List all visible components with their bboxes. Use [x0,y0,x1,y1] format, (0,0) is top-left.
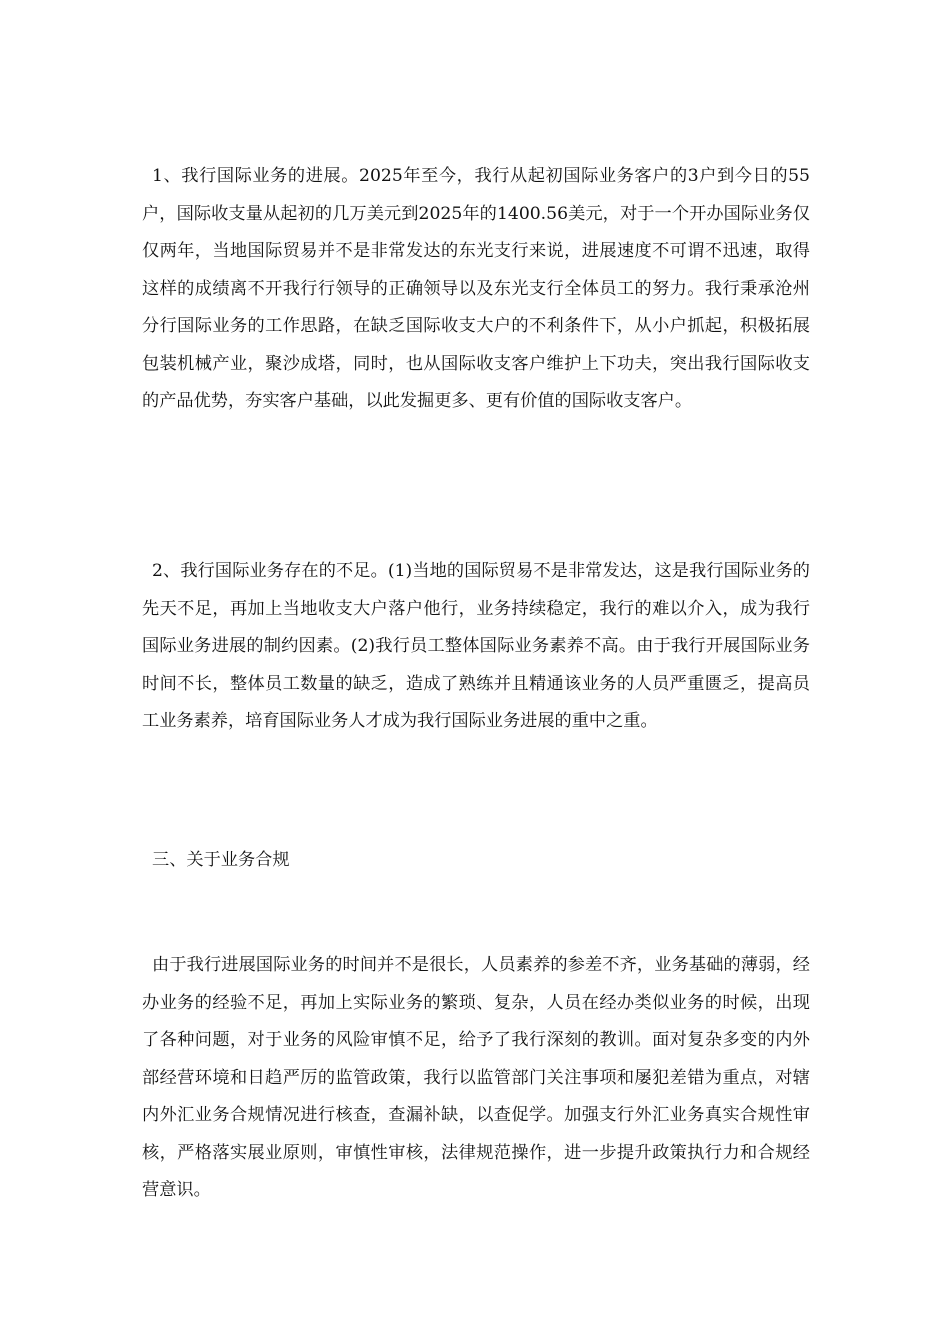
section-heading-business-compliance: 三、关于业务合规 [152,850,290,870]
paragraph-international-business-progress: 1、我行国际业务的进展。2025年至今，我行从起初国际业务客户的3户到今日的55户，国际收支量从起初的几万美元到2025年的1400.56美元，对于一个开办国际业务仅仅两年，当地国际贸易并不是非常发达的东光支行来说，进展速度不可谓不迅速，取得这样的成绩离不开我行行领导的正确领导以及东光支行全体员工的努力。我行秉承沧州分行国际业务的工作思路，在缺乏国际收支大户的不利条件下，从小户抓起，积极拓展包装机械产业，聚沙成塔，同时，也从国际收支客户维护上下功夫，突出我行国际收支的产品优势，夯实客户基础，以此发掘更多、更有价值的国际收支客户。 [142,166,810,411]
paragraph-international-business-shortcomings: 2、我行国际业务存在的不足。(1)当地的国际贸易不是非常发达，这是我行国际业务的先天不足，再加上当地收支大户落户他行，业务持续稳定，我行的难以介入，成为我行国际业务进展的制约因素。(2)我行员工整体国际业务素养不高。由于我行开展国际业务时间不长，整体员工数量的缺乏，造成了熟练并且精通该业务的人员严重匮乏，提高员工业务素养，培育国际业务人才成为我行国际业务进展的重中之重。 [142,561,810,731]
paragraph-business-compliance: 由于我行进展国际业务的时间并不是很长，人员素养的参差不齐，业务基础的薄弱，经办业务的经验不足，再加上实际业务的繁琐、复杂，人员在经办类似业务的时候，出现了各种问题，对于业务的风险审慎不足，给予了我行深刻的教训。面对复杂多变的内外部经营环境和日趋严厉的监管政策，我行以监管部门关注事项和屡犯差错为重点，对辖内外汇业务合规情况进行核查，查漏补缺，以查促学。加强支行外汇业务真实合规性审核，严格落实展业原则，审慎性审核，法律规范操作，进一步提升政策执行力和合规经营意识。 [142,955,810,1200]
